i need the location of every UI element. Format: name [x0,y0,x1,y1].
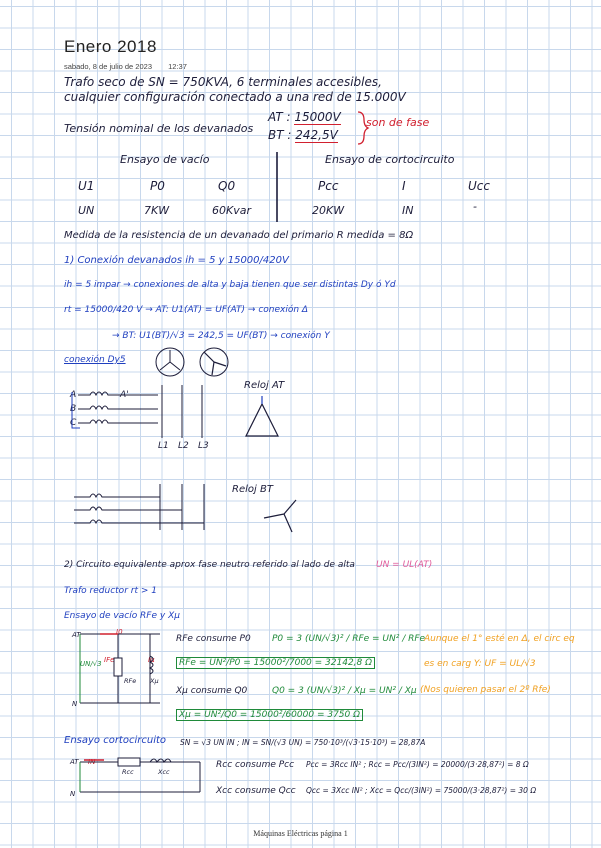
at-voltage [268,110,341,124]
at-winding-diagram [72,385,202,438]
circuit-label-n: N [72,700,78,708]
circuit-label-at-cc: AT [70,758,79,766]
table-r2-c1: UN [78,204,95,217]
orange-note-3: (Nos quieren pasar el 2º Rfe) [420,685,551,695]
circuit-label-in: IN [88,758,96,766]
circuit-label-at: AT [72,631,81,639]
table-r2-c3: 60Kvar [212,204,251,217]
bt-voltage [268,128,338,142]
bt-star [264,500,296,532]
page-meta [64,62,201,71]
line-label-l2: L2 [178,441,189,451]
page-footer: Máquinas Eléctricas página 1 [253,829,348,838]
statement-line-2: cualquier configuración conectado a una red de 15.000V [64,90,406,104]
rfe-result [176,658,375,668]
orange-note-1: Aunque el 1° esté en Δ, el circ eq [424,634,575,644]
table-r2-c6: - [473,200,477,213]
at-prefix: AT : [268,110,291,124]
circuit-label-imu: Iμ [148,656,155,664]
xmu-consume: Xμ consume Q0 [176,686,248,696]
table-r1-c6: Ucc [468,179,490,193]
circuit-label-i0: I0 [116,628,123,636]
cc-formula: SN = √3 UN IN ; IN = SN/(√3 UN) = 750·10³/(√3·15·10³) = 28,87A [180,738,426,747]
xcc-formula: Qcc = 3Xcc IN² ; Xcc = Qcc/(3IN²) = 75000/(3·28,87²) = 30 Ω [306,786,537,795]
cc-circuit [80,758,200,792]
rfe-result-text: RFe = UN²/P0 = 15000²/7000 = 32142,8 Ω [176,657,375,669]
circuit-label-rfe: RFe [124,677,137,685]
bt-winding-diagram [74,484,204,530]
ensayo-vacio-header: Ensayo de vacío [120,153,210,166]
orange-note-2: es en carg Y: UF = UL/√3 [424,659,536,669]
winding-label-a: A [70,390,77,400]
q0-formula: Q0 = 3 (UN/√3)² / Xμ = UN² / Xμ [272,686,417,696]
circuit-label-ife: IFe [104,656,115,664]
rfe-consume: RFe consume P0 [176,634,251,644]
conexion-dy5-label: conexión Dy5 [64,355,126,365]
section-1-title: 1) Conexión devanados ih = 5 y 15000/420V [64,255,289,266]
table-r2-c2: 7KW [144,204,170,217]
table-r1-c5: I [402,179,406,193]
phasor-clock-left [156,348,184,376]
circuit-label-xmu: Xμ [150,677,159,685]
bt-value: 242,5V [295,128,338,142]
line-label-l1: L1 [158,441,169,451]
rcc-formula: Pcc = 3Rcc IN² ; Rcc = Pcc/(3IN²) = 20000/(3·28,87²) = 8 Ω [306,760,529,769]
winding-label-c: C [70,418,77,428]
rcc-consume: Rcc consume Pcc [216,760,295,770]
table-r1-c2: P0 [150,179,165,193]
xcc-consume: Xcc consume Qcc [216,786,296,796]
reloj-at-label: Reloj AT [244,380,285,391]
ensayo-vacio-rx: Ensayo de vacío RFe y Xμ [64,611,180,621]
page-time: 12:37 [168,62,187,71]
circuit-label-rcc: Rcc [122,768,134,776]
reloj-bt-label: Reloj BT [232,484,273,495]
page-title: Enero 2018 [64,37,157,56]
section-1-line-2: rt = 15000/420 V → AT: U1(AT) = UF(AT) → conexión Δ [64,305,309,315]
medida-resistencia: Medida de la resistencia de un devanado del primario R medida = 8Ω [64,230,414,241]
table-r1-c4: Pcc [318,179,339,193]
circuit-label-xcc: Xcc [158,768,170,776]
winding-label-a-prime: A' [120,390,129,400]
p0-formula: P0 = 3 (UN/√3)² / RFe = UN² / RFe [272,634,426,644]
statement-line-1: Trafo seco de SN = 750KVA, 6 terminales accesibles, [64,75,382,89]
section-1-line-1: ih = 5 impar → conexiones de alta y baja tienen que ser distintas Dy ó Yd [64,280,396,290]
phasor-clock-right [200,348,228,376]
section-1-line-3: → BT: U1(BT)/√3 = 242,5 = UF(BT) → conexión Y [112,331,330,341]
circuit-label-un: UN/√3 [80,660,102,668]
ensayo-cc-header: Ensayo de cortocircuito [325,153,455,166]
xmu-result [176,710,363,720]
ensayo-cc-title: Ensayo cortocircuito [64,735,167,746]
trafo-reductor: Trafo reductor rt > 1 [64,586,157,596]
line-label-l3: L3 [198,441,209,451]
table-r1-c3: Q0 [218,179,236,193]
vacio-circuit [80,634,160,703]
bt-prefix: BT : [268,128,292,142]
page-date: sabado, 8 de julio de 2023 [64,62,152,71]
section-2-note: UN = UL(AT) [376,560,433,570]
table-r2-c4: 20KW [312,204,345,217]
section-2-title: 2) Circuito equivalente aprox fase neutro referido al lado de alta [64,560,355,570]
son-de-fase-note: son de fase [366,116,430,129]
at-value: 15000V [294,110,341,124]
xmu-result-text: Xμ = UN²/Q0 = 15000²/60000 = 3750 Ω [176,709,363,721]
table-r1-c1: U1 [78,179,95,193]
winding-label-b: B [70,404,77,414]
at-delta-triangle [246,396,278,436]
table-r2-c5: IN [402,204,414,217]
circuit-label-n-cc: N [70,790,76,798]
tension-label: Tensión nominal de los devanados [64,122,254,135]
